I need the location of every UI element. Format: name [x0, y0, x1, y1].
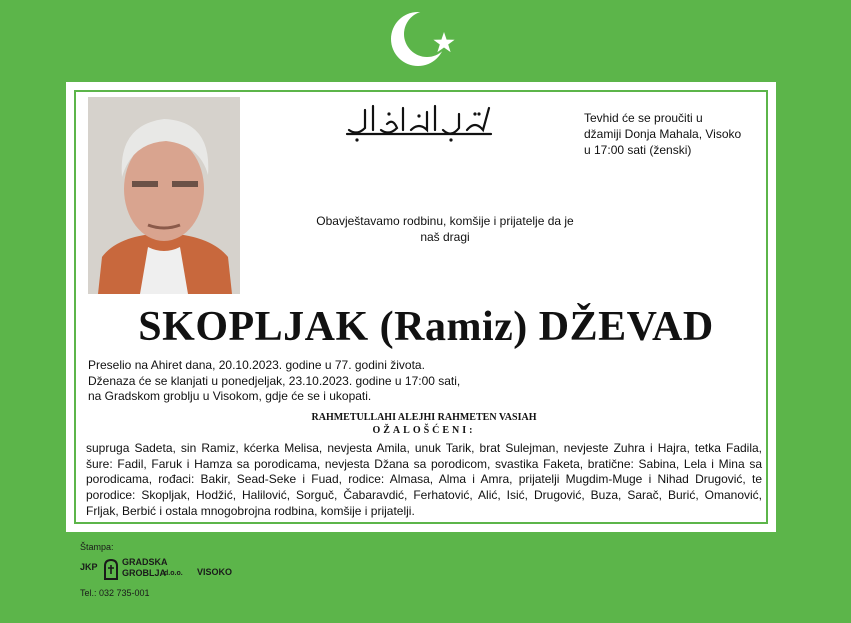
- printer-city: VISOKO: [197, 567, 233, 577]
- arabic-calligraphy-icon: [343, 100, 495, 144]
- mourners-list: supruga Sadeta, sin Ramiz, kćerka Melisa, nevjesta Amila, unuk Tarik, brat Sulejman, nevjeste Zuhra i Hajra, tetka Fadila, šure: Fadil, Faruk i Hamza sa porodicama, nevjesta Džana sa porodicom, svastika Faketa, bratične: Sabina, Lela i Mina sa porodicama, rođaci: Bakir, Sead-Seke i Fuad, rodice: Almasa, Alma i Amra, prijatelji Mugdim-Muge i Nihad Drugović, te porodice: Skopljak, Hodžić, Halilović, Sorguč, Čabaravdić, Ferhatović, Alić, Isić, Drugović, Buza, Sarač, Burić, Omanović, Frljak, Berbić i ostala mnogobrojna rodbina, komšije i prijatelji.: [86, 441, 762, 518]
- printer-phone: Tel.: 032 735-001: [80, 588, 150, 598]
- prayer-formula: RAHMETULLAHI ALEJHI RAHMETEN VASIAH: [311, 412, 537, 423]
- funeral-details: Preselio na Ahiret dana, 20.10.2023. godine u 77. godini života. Dženaza će se klanjati u ponedjeljak, 23.10.2023. godine u 17:00 sati, na Gradskom groblju u Visokom, gdje će se i ukopati.: [88, 358, 461, 403]
- crescent-star-icon: [388, 6, 464, 72]
- prayer-info: Tevhid će se proučiti u džamiji Donja Mahala, Visoko u 17:00 sati (ženski): [584, 111, 742, 157]
- printer-jkp: JKP: [80, 562, 98, 572]
- printer-legal-form: d.o.o.: [164, 570, 183, 577]
- printer-company: GRADSKA GROBLJA: [122, 557, 168, 578]
- printer-label: Štampa:: [80, 542, 114, 552]
- grave-logo-icon: [102, 558, 120, 580]
- portrait-figure: [88, 97, 240, 294]
- deceased-name: SKOPLJAK (Ramiz) DŽEVAD: [138, 304, 714, 350]
- intro-text: Obavještavamo rodbinu, komšije i prijatelje da je naš dragi: [316, 214, 574, 244]
- portrait-photo: [88, 97, 240, 294]
- printer-info: [80, 542, 260, 602]
- mourners-title: OŽALOŠĆENI:: [372, 425, 476, 436]
